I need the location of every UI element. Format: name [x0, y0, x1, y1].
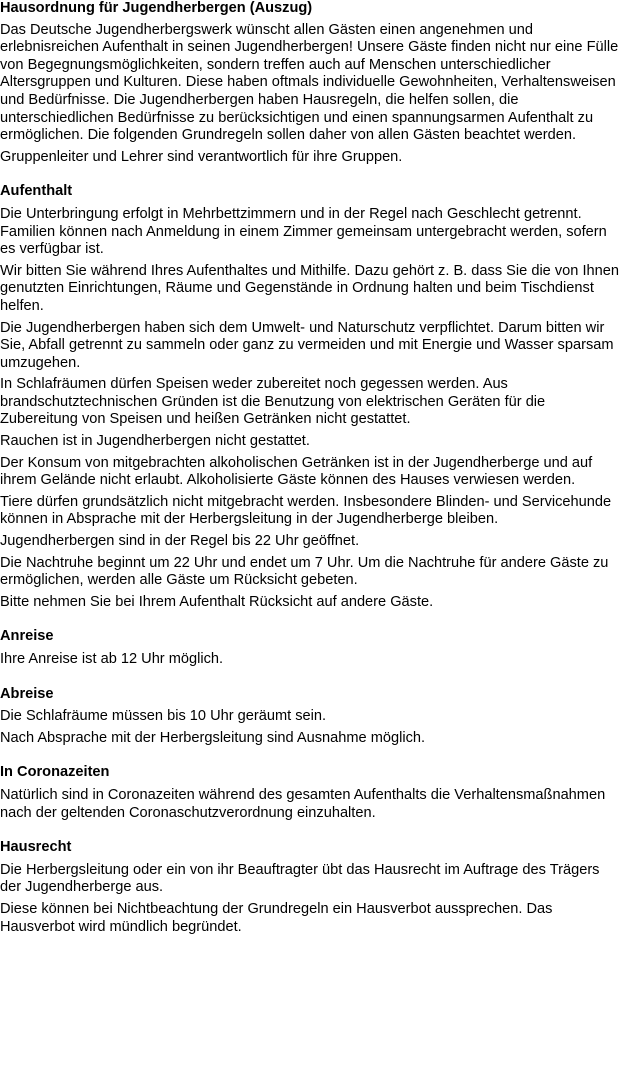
section-heading: Abreise — [0, 685, 54, 702]
section-paragraph: Ihre Anreise ist ab 12 Uhr möglich. — [0, 651, 224, 667]
section-paragraph: Die Jugendherbergen haben sich dem Umwelt- und Naturschutz verpflichtet. Darum bitten wir Sie, Abfall getrennt zu sammeln oder ganz zu vermeiden und mit Energie und Wasser sparsam umzugehen. — [0, 319, 614, 371]
section-paragraph: In Schlafräumen dürfen Speisen weder zubereitet noch gegessen werden. Aus brandschutztechnischen Gründen ist die Benutzung von elektrischen Geräten für die Zubereitung von Speisen und heißen Getränken nicht gestattet. — [0, 376, 546, 428]
section-paragraph: Diese können bei Nichtbeachtung der Grundregeln ein Hausverbot aussprechen. Das Hausverbot wird mündlich begründet. — [0, 900, 553, 935]
section-paragraph: Wir bitten Sie während Ihres Aufenthaltes und Mithilfe. Dazu gehört z. B. dass Sie die von Ihnen genutzten Einrichtungen, Räume und Gegenstände in Ordnung halten und beim Tischdienst helfen. — [0, 262, 619, 314]
intro-paragraph: Das Deutsche Jugendherbergswerk wünscht allen Gästen einen angenehmen und erlebnisreichen Aufenthalt in seinen Jugendherbergen! Unsere Gäste finden nicht nur eine Fülle von Begegnungsmöglichkeiten, sondern treffen auch auf Menschen unterschiedlicher Altersgruppen und Kulturen. Diese haben oftmals individuelle Gewohnheiten, Verhaltensweisen und Bedürfnisse. Die Jugendherbergen haben Hausregeln, die helfen sollen, die unterschiedlichen Bedürfnisse zu berücksichtigen und einen spannungsarmen Aufenthalt zu ermöglichen. Die folgenden Grundregeln sollen daher von allen Gästen beachtet werden. — [0, 21, 619, 144]
section-paragraph: Bitte nehmen Sie bei Ihrem Aufenthalt Rücksicht auf andere Gäste. — [0, 593, 434, 610]
section-hausrecht — [0, 839, 624, 936]
section-heading: Hausrecht — [0, 839, 72, 856]
section-coronazeiten — [0, 764, 624, 822]
section-heading: Aufenthalt — [0, 183, 73, 200]
section-heading: Anreise — [0, 628, 54, 645]
section-abreise — [0, 686, 624, 748]
section-heading: In Coronazeiten — [0, 764, 110, 781]
section-paragraph: Die Herbergsleitung oder ein von ihr Beauftragter übt das Hausrecht im Auftrage des Trägers der Jugendherberge aus. — [0, 861, 600, 896]
section-paragraph: Nach Absprache mit der Herbergsleitung sind Ausnahme möglich. — [0, 729, 426, 746]
section-paragraph: Tiere dürfen grundsätzlich nicht mitgebracht werden. Insbesondere Blinden- und Servicehunde können in Absprache mit der Herbergsleitung in der Jugendherberge bleiben. — [0, 493, 612, 528]
intro-block — [0, 22, 624, 167]
section-anreise — [0, 628, 624, 668]
section-paragraph: Natürlich sind in Coronazeiten während des gesamten Aufenthalts die Verhaltensmaßnahmen nach der geltenden Coronaschutzverordnung einzuhalten. — [0, 786, 606, 821]
intro-paragraph: Gruppenleiter und Lehrer sind verantwortlich für ihre Gruppen. — [0, 148, 403, 165]
section-paragraph: Die Schlafräume müssen bis 10 Uhr geräumt sein. — [0, 708, 327, 725]
section-paragraph: Der Konsum von mitgebrachten alkoholischen Getränken ist in der Jugendherberge und auf ihrem Gelände nicht erlaubt. Alkoholisierte Gäste können des Hauses verwiesen werden. — [0, 454, 593, 489]
document-title: Hausordnung für Jugendherbergen (Auszug) — [0, 0, 313, 16]
section-paragraph: Die Unterbringung erfolgt in Mehrbettzimmern und in der Regel nach Geschlecht getrennt. Familien können nach Anmeldung in einem Zimmer gemeinsam untergebracht werden, sofern es verfügbar ist. — [0, 205, 607, 258]
section-paragraph: Die Nachtruhe beginnt um 22 Uhr und endet um 7 Uhr. Um die Nachtruhe für andere Gäste zu ermöglichen, werden alle Gäste um Rücksicht gebeten. — [0, 554, 609, 589]
section-paragraph: Rauchen ist in Jugendherbergen nicht gestattet. — [0, 433, 310, 450]
section-aufenthalt — [0, 183, 624, 611]
section-paragraph: Jugendherbergen sind in der Regel bis 22 Uhr geöffnet. — [0, 533, 360, 550]
